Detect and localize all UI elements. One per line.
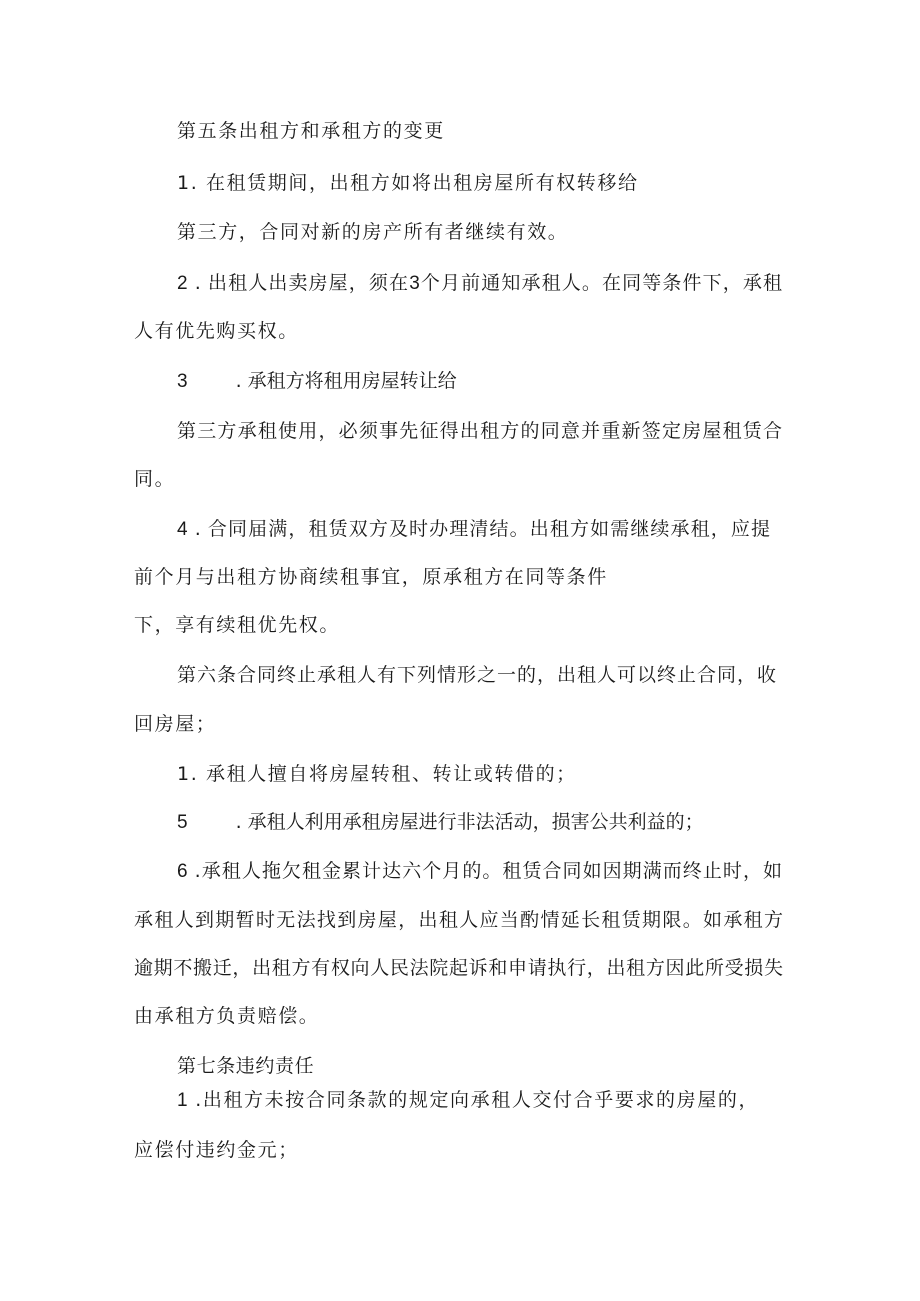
clause-6-item-3-cont-2: 逾期不搬迁，出租方有权向人民法院起诉和申请执行，出租方因此所受损失: [134, 957, 783, 979]
clause-7-item-1-cont: 应偿付违约金元；: [134, 1139, 299, 1161]
clause-7-heading: 第七条违约责任: [177, 1055, 315, 1077]
item-number: 6: [177, 861, 188, 882]
inline-number: 3: [409, 273, 420, 294]
clause-5-item-2-cont: 人有优先购买权。: [134, 320, 299, 342]
clause-6-item-3-cont-1: 承租人到期暂时无法找到房屋，出租人应当酌情延长租赁期限。如承租方: [134, 909, 783, 931]
clause-5-item-4: 4 . 合同届满，租赁双方及时办理清结。出租方如需继续承租，应提: [177, 516, 770, 543]
item-number: 1: [177, 1090, 188, 1111]
item-number: 2: [177, 273, 188, 294]
clause-5-heading: 第五条出租方和承租方的变更: [177, 120, 445, 142]
clause-6-item-3-end: 由承租方负责赔偿。: [134, 1005, 320, 1027]
item-number: 4: [177, 519, 188, 540]
clause-6-item-2: 5 . 承租人利用承租房屋进行非法活动，损害公共利益的；: [177, 809, 704, 836]
clause-5-item-1-cont: 第三方，合同对新的房产所有者继续有效。: [177, 221, 569, 243]
clause-6-item-1: 1. 承租人擅自将房屋转租、转让或转借的；: [177, 763, 577, 785]
clause-5-item-3-end: 同。: [134, 468, 176, 490]
clause-7-item-1: 1 .出租方未按合同条款的规定向承租人交付合乎要求的房屋的，: [177, 1087, 759, 1114]
clause-6-heading-cont: 回房屋；: [134, 713, 217, 735]
clause-5-item-3: 3 . 承租方将租用房屋转让给: [177, 368, 457, 395]
clause-5-item-1: 1. 在租赁期间，出租方如将出租房屋所有权转移给: [177, 172, 639, 194]
item-number: 3: [177, 371, 188, 392]
clause-5-item-3-cont: 第三方承租使用，必须事先征得出租方的同意并重新签定房屋租赁合: [177, 420, 782, 442]
clause-5-item-4-cont: 前个月与出租方协商续租事宜，原承租方在同等条件: [134, 566, 608, 588]
clause-6-item-3: 6 .承租人拖欠租金累计达六个月的。租赁合同如因期满而终止时，如: [177, 858, 782, 885]
clause-5-item-4-end: 下，享有续租优先权。: [134, 614, 341, 636]
item-number: 5: [177, 812, 188, 833]
clause-5-item-2: 2 . 出租人出卖房屋，须在3个月前通知承租人。在同等条件下，承租: [177, 270, 782, 297]
clause-6-heading: 第六条合同终止承租人有下列情形之一的，出租人可以终止合同，收: [177, 664, 776, 686]
